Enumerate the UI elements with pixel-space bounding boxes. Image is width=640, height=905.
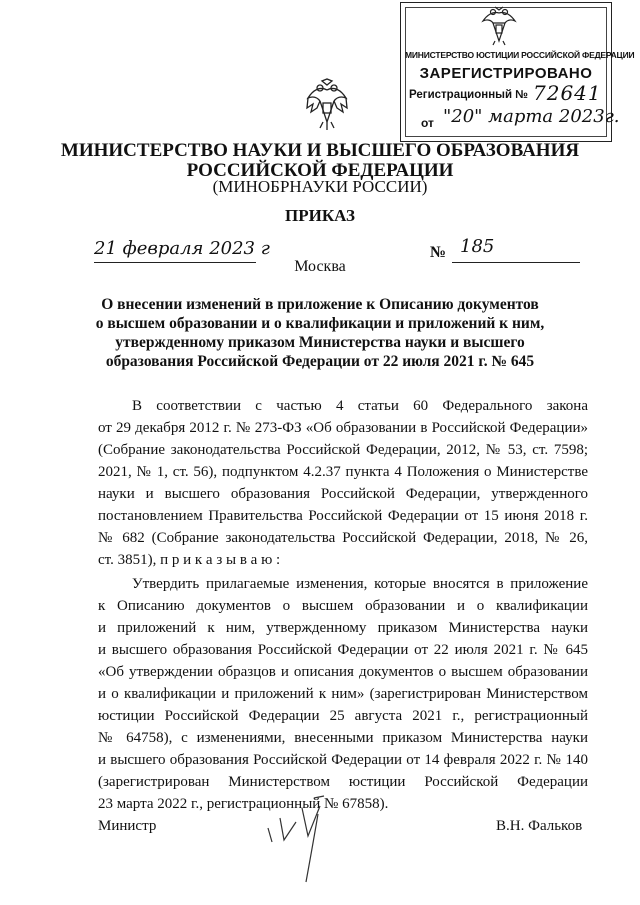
paragraph2-line: № 64758), с изменениями, внесенными приказом Министерства науки (98, 730, 588, 746)
stamp-ministry-text: МИНИСТЕРСТВО ЮСТИЦИИ РОССИЙСКОЙ ФЕДЕРАЦИИ (405, 50, 635, 60)
paragraph1-line: постановлением Правительства Российской Федерации от 15 июня 2018 г. (98, 508, 588, 524)
order-date: 21 февраля 2023 г (94, 238, 270, 259)
stamp-registered-text: ЗАРЕГИСТРИРОВАНО (419, 65, 593, 82)
double-headed-eagle-icon (305, 78, 349, 132)
paragraph1-line: В соответствии с частью 4 статьи 60 Федерального закона (132, 398, 588, 414)
stamp-reg-label: Регистрационный № (409, 89, 529, 101)
paragraph1-line: (Собрание законодательства Российской Федерации, 2012, № 53, ст. 7598; (98, 442, 588, 458)
paragraph2-line: юстиции Российской Федерации 25 августа 2021 г., регистрационный (98, 708, 588, 724)
stamp-reg-number: 72641 (533, 81, 602, 105)
paragraph2-line: «Об утверждении образцов и описания документов о высшем образовании (98, 664, 588, 680)
stamp-date: "20" марта 2023г. (443, 106, 620, 127)
order-number-label: № (430, 244, 447, 261)
registration-stamp (400, 2, 635, 142)
paragraph2-line: (зарегистрирован Министерством юстиции Российской Федерации (98, 774, 588, 790)
ministry-short-name: (МИНОБРНАУКИ РОССИИ) (212, 177, 428, 196)
signatory-role: Министр (98, 818, 157, 834)
paragraph2-line: и о квалификации и приложений к ним» (зарегистрирован Министерством (98, 686, 588, 702)
paragraph1-line: № 682 (Собрание законодательства Российской Федерации, 2018, № 26, (98, 530, 588, 546)
ministry-title-line1: МИНИСТЕРСТВО НАУКИ И ВЫСШЕГО ОБРАЗОВАНИЯ (60, 140, 580, 161)
subject-line: О внесении изменений в приложение к Описанию документов (101, 296, 539, 313)
paragraph2-line: и приложений к ним, утвержденному приказом Министерства науки (98, 620, 588, 636)
handwritten-signature-icon (262, 778, 352, 888)
order-number: 185 (460, 236, 495, 257)
document-type-title: ПРИКАЗ (285, 206, 355, 225)
paragraph1-line: ст. 3851), п р и к а з ы в а ю : (98, 552, 281, 568)
stamp-date-prefix: от (421, 116, 434, 130)
paragraph2-line: и высшего образования Российской Федерации от 14 февраля 2022 г. № 140 (98, 752, 588, 768)
ministry-title-line2: РОССИЙСКОЙ ФЕДЕРАЦИИ (186, 160, 454, 181)
stamp-eagle-icon (479, 5, 519, 47)
paragraph1-line: от 29 декабря 2012 г. № 273-ФЗ «Об образовании в Российской Федерации» (98, 420, 588, 436)
paragraph1-line: 2021, № 1, ст. 56), подпунктом 4.2.37 пункта 4 Положения о Министерстве (98, 464, 588, 480)
subject-line: образования Российской Федерации от 22 июля 2021 г. № 645 (105, 353, 535, 370)
subject-line: о высшем образовании и о квалификации и приложений к ним, (95, 315, 545, 332)
order-city: Москва (294, 258, 346, 275)
paragraph2-line: к Описанию документов о высшем образовании и о квалификации (98, 598, 588, 614)
signatory-name: В.Н. Фальков (496, 818, 583, 834)
paragraph2-line: Утвердить прилагаемые изменения, которые вносятся в приложение (132, 576, 588, 592)
subject-line: утвержденному приказом Министерства науки и высшего (115, 334, 525, 351)
paragraph2-line: 23 марта 2022 г., регистрационный № 67858). (98, 796, 389, 812)
paragraph2-line: и высшего образования Российской Федерации от 22 июля 2021 г. № 645 (98, 642, 588, 658)
paragraph1-line: науки и высшего образования Российской Федерации, утвержденного (98, 486, 588, 502)
